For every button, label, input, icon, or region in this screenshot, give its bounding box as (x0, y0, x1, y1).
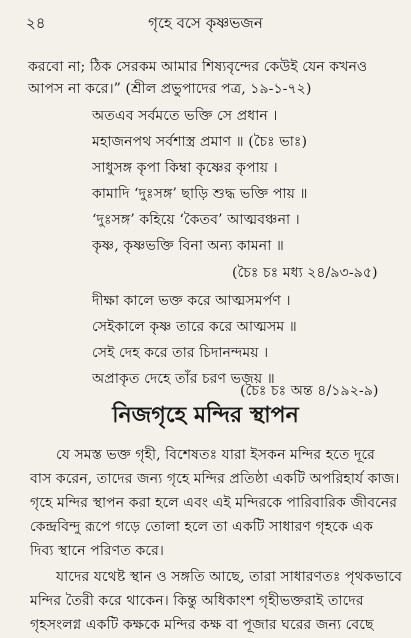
paragraph-line: যাদের যথেষ্ট স্থান ও সঙ্গতি আছে, তারা সাধারণতঃ পৃথকভাবে (56, 569, 402, 585)
paragraph-line: গৃহে মন্দির স্থাপন করা হলে এবং এই মন্দিরকে পারিবারিক জীবনের (30, 495, 398, 511)
verse-reference: (চৈঃ চঃ মধ্য ২৪/৯৩-৯৫) (232, 265, 378, 281)
section-heading: নিজগৃহে মন্দির স্থাপন (112, 402, 299, 428)
verse-line: অতএব সর্বমতে ভক্তি সে প্রধান । (92, 108, 278, 124)
verse-line: সেইকালে কৃষ্ণ তারে করে আত্মসম ॥ (92, 319, 297, 335)
verse-line: ‘দুঃসঙ্গ’ কহিয়ে ‘কৈতব’ আত্মবঞ্চনা । (92, 212, 300, 228)
verse-line: সেই দেহ করে তার চিদানন্দময় । (92, 345, 269, 361)
page-number: ২৪ (26, 14, 46, 32)
verse-line: অপ্রাকৃত দেহে তাঁর চরণ ভজয় ॥ (92, 371, 275, 387)
paragraph-line: কেন্দ্রবিন্দু রূপে গড়ে তোলা হলে তা একটি সাধারণ গৃহকে এক (30, 519, 374, 535)
verse-line: কামাদি ‘দুঃসঙ্গ’ ছাড়ি শুদ্ধ ভক্তি পায় ॥ (92, 186, 308, 202)
paragraph-line: মন্দির তৈরী করে থাকেন। কিন্তু অধিকাংশ গৃহীভক্তরাই তাদের (30, 593, 364, 609)
paragraph-line: গৃহসংলগ্ন একটি কক্ষকে মন্দির কক্ষ বা পূজার ঘরের জন্য বেছে (30, 617, 374, 633)
running-header: গৃহে বসে কৃষ্ণভজন (148, 14, 263, 32)
verse-line: দীক্ষা কালে ভক্ত করে আত্মসমর্পণ । (92, 293, 291, 309)
intro-line: আপস না করে।” (শ্রীল প্রভুপাদের পত্র, ১৯-১-৭২) (28, 81, 312, 97)
verse-line: কৃষ্ণ, কৃষ্ণভক্তি বিনা অন্য কামনা ॥ (92, 238, 284, 254)
paragraph-line: বাস করেন, তাদের জন্য গৃহে মন্দির প্রতিষ্ঠা একটি অপরিহার্য কাজ। (30, 471, 400, 487)
verse-reference: (চৈঃ চঃ অন্ত ৪/১৯২-৯) (240, 383, 379, 399)
paragraph-line: দিব্য স্থানে পরিণত করে। (30, 543, 164, 559)
verse-line: সাধুসঙ্গ কৃপা কিম্বা কৃষ্ণের কৃপায় । (92, 160, 278, 176)
paragraph-line: যে সমস্ত ভক্ত গৃহী, বিশেষতঃ যারা ইসকন মন্দির হতে দূরে (56, 447, 375, 463)
intro-line: করবো না; ঠিক সেরকম আমার শিষ্যবৃন্দের কেউই যেন কখনও (28, 59, 368, 75)
verse-line: মহাজনপথ সর্বশাস্ত্র প্রমাণ ॥ (চৈঃ ভাঃ) (92, 134, 307, 150)
